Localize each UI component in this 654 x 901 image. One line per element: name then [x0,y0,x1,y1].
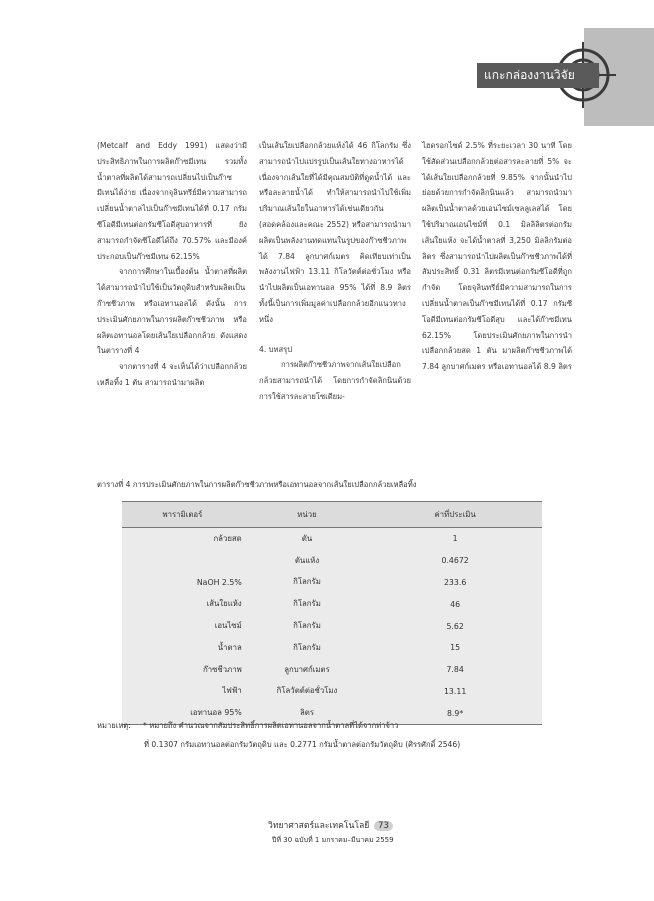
text-column-1 [97,138,247,391]
table-row [122,637,542,659]
paragraph: จากการศึกษาในเบื้องต้น น้ำตาลที่ผลิตได้สามารถนำไปใช้เป็นวัตถุดิบสำหรับผลิตเป็นก๊าซชีวภาพ หรือเอทานอลได้ ดังนั้น การประเมินศักยภาพในการผลิตก๊าซชีวภาพ หรือผลิตเอทานอลโดยเส้นใยเปลือกกล้วย ดังแสดงในตารางที่ 4 [97,267,247,356]
page-number: 73 [374,821,393,831]
table-row [122,659,542,681]
table-cell: ก๊าซชีวภาพ [203,664,242,674]
table-row [122,615,542,637]
table-cell: เอทานอล 95% [190,708,242,718]
table-cell: ไฟฟ้า [222,686,242,696]
table-cell: น้ำตาล [217,642,242,652]
paragraph: ไฮดรอกไซด์ 2.5% ที่ระยะเวลา 30 นาที โดยใช้สัดส่วนเปลือกกล้วยต่อสารละลายที่ 5% จะได้เส้นใยเปลือกกล้วยที่ 9.85% จากนั้นนำไปย่อยด้วยการกำจัดลิกนินแล้ว สามารถนำมาผลิตเป็นน้ำตาลด้วยเอนไซม์เซลลูเลสได้ โดยใช้ปริมาณเอนไซม์ที่ 0.1 มิลลิลิตรต่อกรัมเส้นใยแห้ง จะได้น้ำตาลที่ 3,250 มิลลิกรัมต่อลิตร ซึ่งสามารถนำไปผลิตเป็นก๊าซชีวภาพได้ที่สัมประสิทธิ์ 0.31 ลิตรมีเทนต่อกรัมซีโอดีที่ถูกกำจัด โดยจุลินทรีย์มีความสามารถในการเปลี่ยนน้ำตาลเป็นก๊าซมีเทนได้ที่ 0.17 กรัมซีโอดีมีเทนต่อกรัมซีโอดีสุบ และได้ก๊าซมีเทน 62.15% โดยประเมินศักยภาพในการนำเปลือกกล้วยสด 1 ตัน มาผลิตก๊าซชีวภาพได้ 7.84 ลูกบาศก์เมตร หรือเอทานอลได้ 8.9 ลิตร [422,141,572,372]
table-cell: 5.62 [446,621,464,631]
table-row [122,593,542,615]
table-cell: 13.11 [443,686,467,696]
table-cell [122,550,246,572]
table-cell: เอนไซม์ [214,621,242,631]
table-cell: 0.4672 [441,556,469,566]
table-note [97,716,577,754]
table-cell: 8.9* [446,708,464,718]
paragraph: เป็นเส้นใยเปลือกกล้วยแห้งได้ 46 กิโลกรัม ซึ่งสามารถนำไปแปรรูปเป็นเส้นใยทางอาหารได้ เนื่องจากเส้นใยที่ได้มีคุณสมบัติที่ดูดน้ำได้ และหรือละลายน้ำได้ ทำให้สามารถนำไปใช้เพิ่มปริมาณเส้นใยในอาหารได้เช่นเดียวกัน (สอดคล้องและคณะ 2552) หรือสามารถนำมาผลิตเป็นพลังงานทดแทนในรูปของก๊าซชีวภาพได้ 7.84 ลูกบาศก์เมตร คิดเทียบเท่าเป็นพลังงานไฟฟ้า 13.11 กิโลวัตต์ต่อชั่วโมง หรือนำไปผลิตเป็นเอทานอล 95% ได้ที่ 8.9 ลิตร ทั้งนี้เป็นการเพิ่มมูลค่าเปลือกกล้วยอีกแนวทางหนึ่ง [259,141,411,324]
note-text: ที่ 0.1307 กรัมเอทานอลต่อกรัมวัตถุดิบ และ 0.2771 กรัมน้ำตาลต่อกรัมวัตถุดิบ (ศิรรศักดิ์ 2546) [144,740,461,749]
table-row [122,528,542,550]
table-cell: 1 [452,534,458,544]
column-header: ค่าที่ประเมิน [368,502,542,528]
table-cell: 46 [450,599,461,609]
column-header: หน่วย [246,502,369,528]
table-cell: ลูกบาศก์เมตร [284,664,330,674]
table-cell: ลิตร [299,708,315,718]
table-row [122,681,542,703]
text-column-3 [422,138,572,375]
table-row [122,572,542,594]
table-cell: 233.6 [443,577,467,587]
table-cell: 15 [450,643,461,653]
text-column-2 [259,138,411,405]
table-cell: กิโลกรัม [293,642,321,652]
journal-name: วิทยาศาสตร์และเทคโนโลยี [268,821,370,831]
footer-issue: ปีที่ 30 ฉบับที่ 1 มกราคม–มีนาคม 2559 [272,836,394,844]
table-cell: กิโลกรัม [293,577,321,587]
footer-journal [268,818,393,832]
section-heading: 4. บทสรุป [259,344,293,354]
table-cell: ตันแห้ง [294,555,320,565]
table-header-row [122,502,542,528]
section-title: แกะกล่องงานวิจัย [484,68,575,82]
table-row [122,550,542,572]
table-cell: เส้นใยแห้ง [206,599,242,609]
column-header: พารามิเตอร์ [122,502,246,528]
note-text: * หมายถึง คำนวณจากสัมประสิทธิ์การผลิตเอทานอลจากน้ำตาลที่ได้จากท่าจ้าว [143,721,399,730]
table-caption: ตารางที่ 4 การประเมินศักยภาพในการผลิตก๊าซชีวภาพหรือเอทานอลจากเส้นใยเปลือกกล้วยเหลือทิ้ง [97,480,417,489]
table-cell: กิโลกรัม [293,599,321,609]
results-table [122,501,542,725]
table-cell: กล้วยสด [213,533,242,543]
table-cell: 7.84 [446,665,464,675]
paragraph: (Metcalf and Eddy 1991) แสดงว่ามีประสิทธิภาพในการผลิตก๊าซมีเทน รวมทั้งน้ำตาลที่ผลิตได้สามารถเปลี่ยนไปเป็นก๊าซมีเทนได้ง่าย เนื่องจากจุลินทรีย์มีความสามารถเปลี่ยนน้ำตาลไปเป็นก๊าซมีเทนได้ที่ 0.17 กรัมซีโอดีมีเทนต่อกรัมซีโอดีสุบอาหารที่ ยังสามารถกำจัดซีโอดีได้ถึง 70.57% และมีองค์ประกอบเป็นก๊าซมีเทน 62.15% [97,141,247,261]
table-cell: NaOH 2.5% [196,577,242,587]
paragraph: จากตารางที่ 4 จะเห็นได้ว่าเปลือกกล้วยเหลือทิ้ง 1 ตัน สามารถนำมาผลิต [97,362,247,387]
table-cell: ตัน [301,533,313,543]
paragraph: การผลิตก๊าซชีวภาพจากเส้นใยเปลือกกล้วยสามารถนำได้ โดยการกำจัดลิกนินด้วย การใช้สารละลายโซเดียม- [259,360,411,401]
table-cell: กิโลวัตต์ต่อชั่วโมง [276,686,338,696]
table-cell: กิโลกรัม [293,621,321,631]
note-label: หมายเหตุ: [97,721,131,730]
